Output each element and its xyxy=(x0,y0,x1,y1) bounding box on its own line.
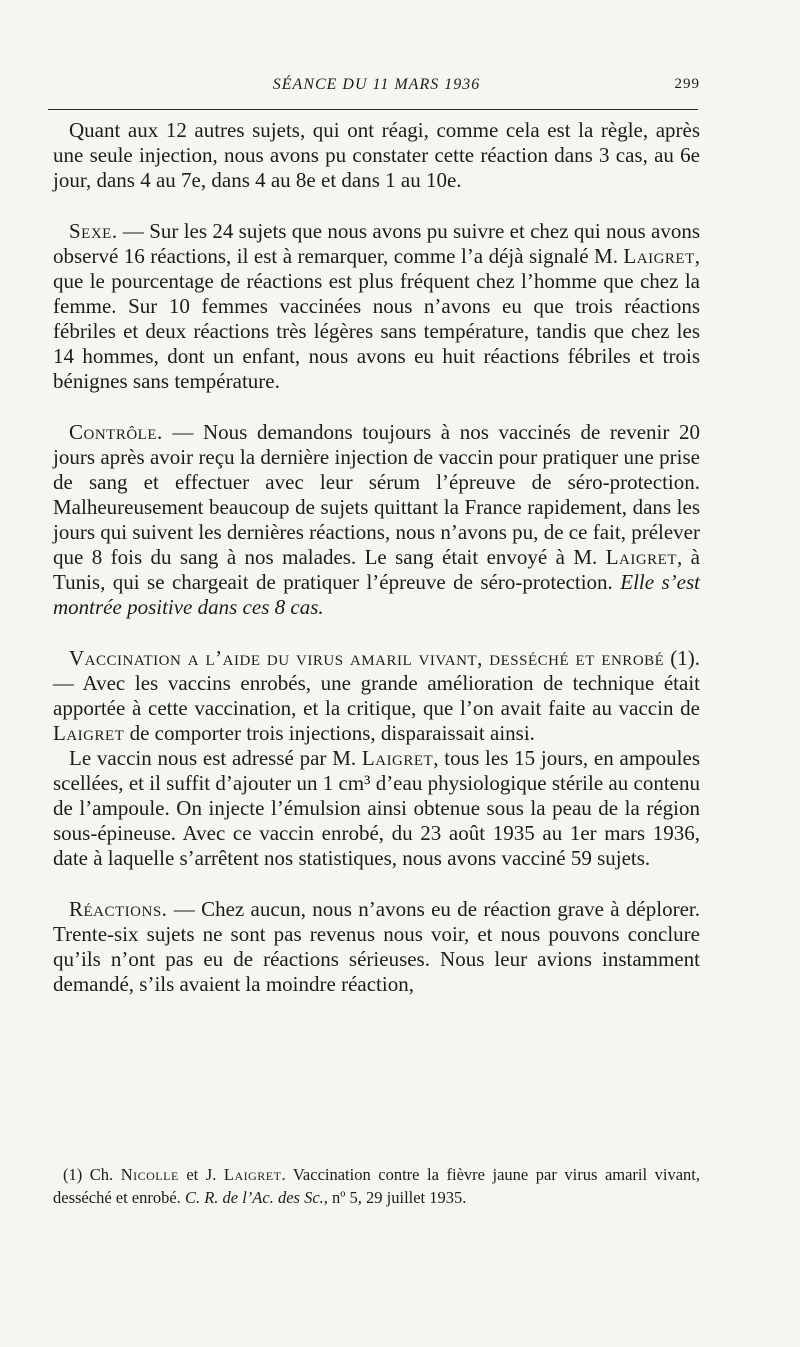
paragraph-text: , à Tunis, qui se chargeait de pratiquer l’épreuve de séro-protection. xyxy=(53,545,700,594)
author-name: Laigret xyxy=(53,721,125,745)
paragraph-text: de comporter trois injections, disparaissait ainsi. xyxy=(124,721,535,745)
paragraph-text: — Chez aucun, nous n’avons eu de réaction grave à déplorer. Trente-six sujets ne sont pas revenus nous voir, et nous pouvons conclure qu’ils n’ont pas eu de réactions sérieuses. Nous leur avions instamment demandé, s’ils avaient la moindre réaction, xyxy=(53,897,700,996)
italic-conclusion: Elle s’est montrée positive dans ces 8 cas. xyxy=(53,570,700,619)
footnote-text-part: , nº 5, 29 juillet 1935. xyxy=(323,1188,467,1207)
author-name: Nicolle xyxy=(120,1165,179,1184)
paragraph-text: , tous les 15 jours, en ampoules scellées, et il suffit d’ajouter un 1 cm³ d’eau physiologique stérile au contenu de l’ampoule. On injecte l’émulsion ainsi obtenue sous la peau de la région sous-épineuse. Avec ce vaccin enrobé, du 23 août 1935 au 1er mars 1936, date à laquelle s’arrêtent nos statistiques, nous avons vacciné 59 sujets. xyxy=(53,746,701,870)
footnote xyxy=(53,1163,700,1209)
paragraph-injection-results xyxy=(53,118,700,193)
footnote-text-part: . Vaccination contre la fièvre jaune par virus amaril vivant, desséché et enrobé. xyxy=(53,1165,700,1207)
paragraph-text: — Nous demandons toujours à nos vaccinés de revenir 20 jours après avoir reçu la dernière injection de vaccin pour pratiquer une prise de sang et effectuer avec leur sérum l’épreuve de séro-protection. Malheureusement beaucoup de sujets quittant la France rapidement, dans les jours qui suivent les dernières réactions, nous n’avons pu, de ce fait, prélever que 8 fois du sang à nos malades. Le sang était envoyé à M. xyxy=(53,420,700,569)
paragraph-text: Quant aux 12 autres sujets, qui ont réagi, comme cela est la règle, après une seule injection, nous avons pu constater cette réaction dans 3 cas, au 6e jour, dans 4 au 7e, dans 4 au 8e et dans 1 au 10e. xyxy=(53,118,700,192)
paragraph-vaccin xyxy=(53,746,700,871)
paragraph-text: Le vaccin nous est adressé par M. xyxy=(69,746,362,770)
footnote-text-part: et J. xyxy=(178,1165,224,1184)
paragraph-text: — Sur les 24 sujets que nous avons pu suivre et chez qui nous avons observé 16 réactions, il est à remarquer, comme l’a déjà signalé M. xyxy=(53,219,700,268)
paragraph-sexe xyxy=(53,219,700,394)
section-heading-controle: Contrôle. xyxy=(69,420,163,444)
page-number: 299 xyxy=(674,76,700,92)
paragraph-controle xyxy=(53,420,700,620)
author-name: Laigret xyxy=(223,1165,282,1184)
section-heading-sexe: Sexe. xyxy=(69,219,118,243)
paragraph-reactions xyxy=(53,897,700,997)
running-title: SÉANCE DU 11 MARS 1936 xyxy=(272,76,481,93)
footnote-reference: (1). xyxy=(664,646,700,670)
author-name: Laigret xyxy=(605,545,678,569)
author-name: Laigret xyxy=(623,244,695,268)
footnote-text xyxy=(53,1163,700,1209)
section-heading-vaccination: Vaccination a l’aide du virus amaril vivant, desséché et enrobé xyxy=(69,646,665,670)
section-heading-reactions: Réactions. xyxy=(69,897,168,921)
paragraph-vaccination xyxy=(53,646,700,746)
paragraph-text: , que le pourcentage de réactions est plus fréquent chez l’homme que chez la femme. Sur 10 femmes vaccinées nous n’avons eu que trois réactions fébriles et deux réactions très légères sans température, tandis que chez les 14 hommes, dont un enfant, nous avons eu huit réactions fébriles et trois bénignes sans température. xyxy=(53,244,700,393)
paragraph-text: — Avec les vaccins enrobés, une grande amélioration de technique était apportée à cette vaccination, et la critique, que l’on avait faite au vaccin de xyxy=(53,671,700,720)
author-name: Laigret xyxy=(361,746,434,770)
journal-title: C. R. de l’Ac. des Sc. xyxy=(184,1188,324,1207)
footnote-mark: (1) Ch. xyxy=(63,1165,121,1184)
article-body xyxy=(53,118,700,997)
header-rule xyxy=(48,109,698,110)
page-header xyxy=(53,76,700,102)
